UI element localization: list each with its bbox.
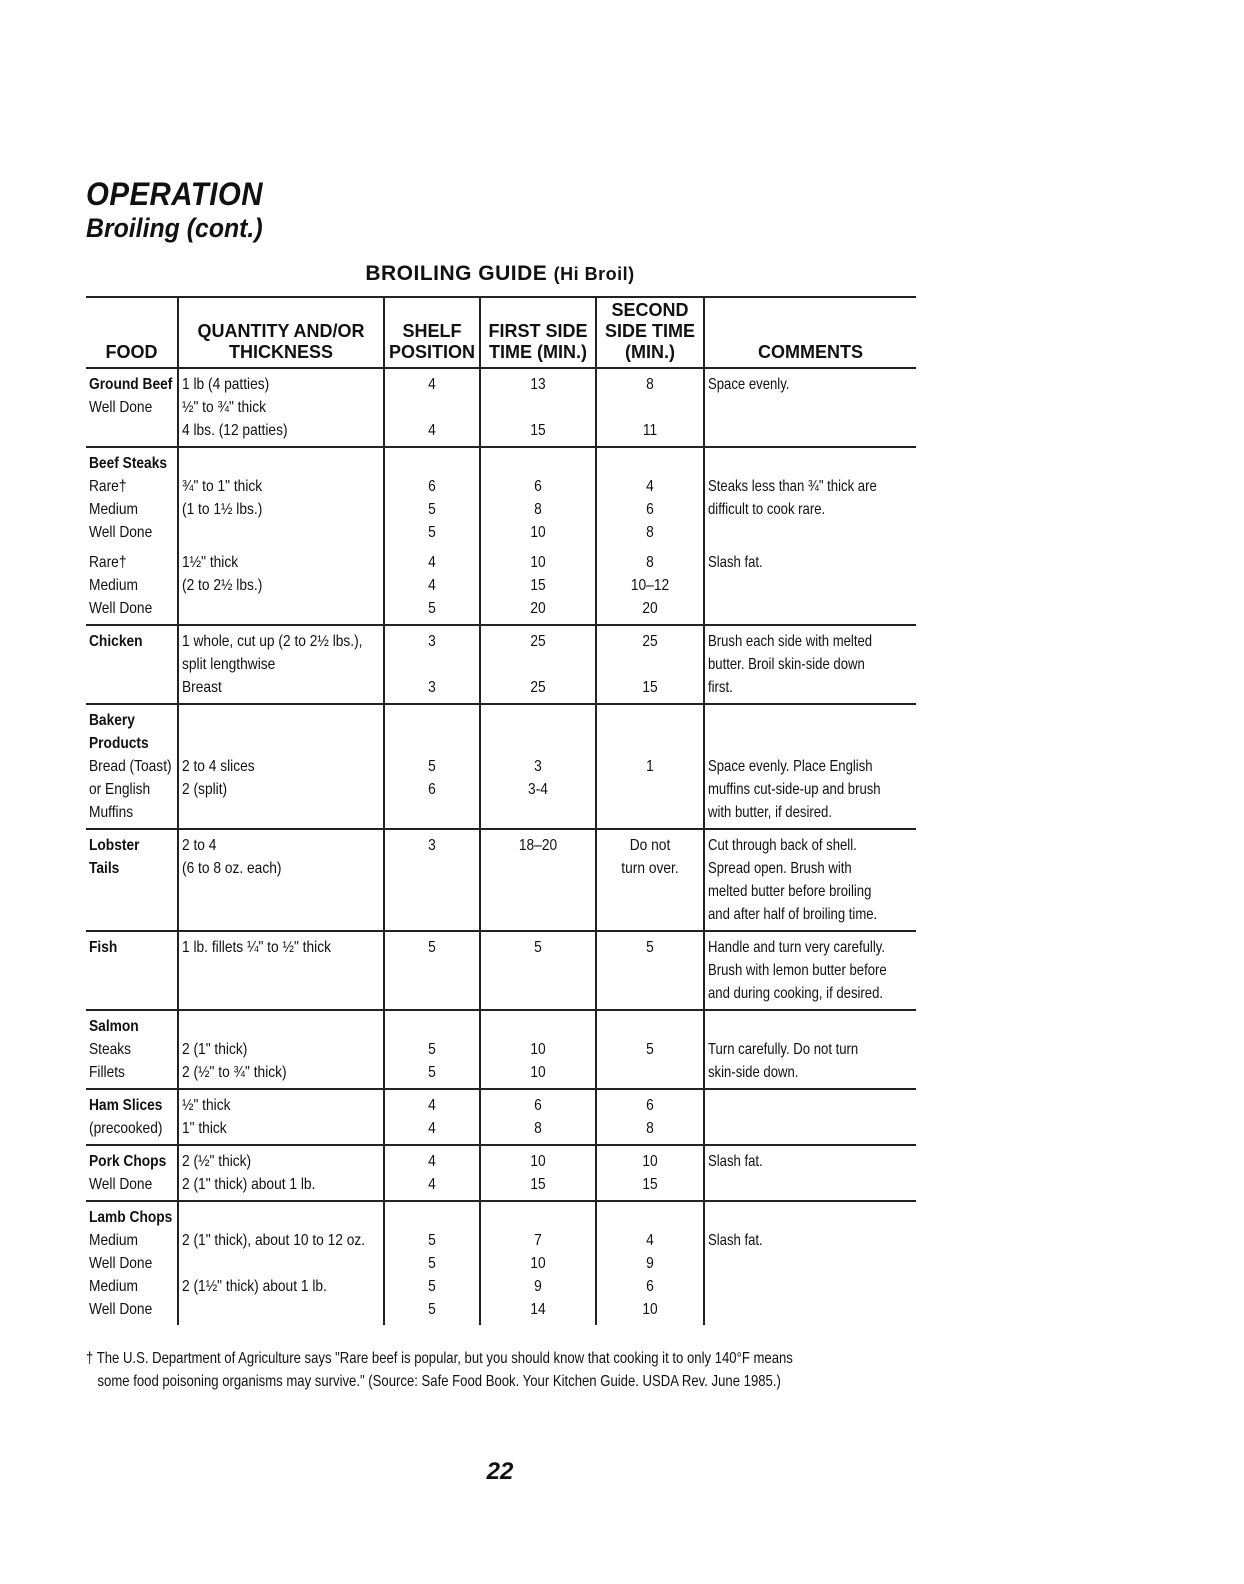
table-row [86,447,916,625]
cell-line: 18–20 [518,837,558,854]
first-side-cell [480,625,596,704]
food-cell [86,447,178,625]
page-number: 22 [486,1458,514,1485]
cell-line: Well Done [89,524,153,541]
cell-line: 5 [646,939,654,956]
column-header-food [86,297,178,368]
cell-line: 7 [534,1232,542,1249]
cell-line [394,452,470,475]
cell-line: 5 [646,1041,654,1058]
cell-line: 8 [534,501,542,518]
cell-line: Bakery [89,712,135,729]
cell-line [492,1015,585,1038]
comments-cell [704,447,916,625]
cell-line [492,452,585,475]
cell-line [182,709,352,732]
cell-line [182,544,380,551]
cell-line [492,709,585,732]
cell-line: 4 [646,478,654,495]
quantity-cell [178,625,384,704]
cell-line: 10 [642,1153,658,1170]
cell-line: 8 [646,1120,654,1137]
comments-cell [704,704,916,829]
shelf-cell [384,704,480,829]
cell-line [708,1206,876,1229]
cell-line: Medium [89,1278,138,1295]
comments-cell [704,1145,916,1201]
column-header-line: QUANTITY AND/OR [197,321,365,341]
footnote-line: † The U.S. Department of Agriculture says "Rare beef is popular, but you should know that cooking it to only 140°F means [86,1350,793,1367]
cell-line [394,1206,470,1229]
cell-line: 4 [428,577,436,594]
cell-line: 10 [642,1301,658,1318]
broiling-guide-table [86,296,916,1325]
cell-line: Brush each side with melted [708,633,873,650]
cell-line: 10 [530,524,546,541]
cell-line: 5 [428,1232,436,1249]
cell-line: Well Done [89,1301,153,1318]
second-side-cell [596,704,704,829]
column-header-line: SECOND [611,300,689,320]
column-header-line: SHELF [402,321,462,341]
table-row [86,829,916,931]
cell-line: Cut through back of shell. [708,837,857,854]
cell-line [492,396,585,419]
column-header-line: SIDE TIME [604,321,695,341]
cell-line: Breast [182,679,222,696]
footnote-line: some food poisoning organisms may survive." (Source: Safe Food Book. Your Kitchen Guide. USDA Rev. June 1985.) [97,1373,781,1390]
cell-line: ¾" to 1" thick [182,478,263,495]
shelf-cell [384,1010,480,1089]
quantity-cell [178,1201,384,1325]
column-header-line: TIME (MIN.) [489,342,587,362]
cell-line: 10 [530,1064,546,1081]
comments-cell [704,829,916,931]
cell-line: Fish [89,939,118,956]
cell-line: Ground Beef [89,376,173,393]
cell-line: Handle and turn very carefully. [708,939,885,956]
cell-line [607,653,693,676]
comments-cell [704,625,916,704]
cell-line: and during cooking, if desired. [708,985,884,1002]
quantity-cell [178,1145,384,1201]
cell-line [607,709,693,732]
cell-line: Tails [89,860,120,877]
food-cell [86,704,178,829]
cell-line: Medium [89,577,138,594]
cell-line: 15 [642,1176,658,1193]
cell-line [607,396,693,419]
cell-line [708,709,876,732]
cell-line [708,1015,876,1038]
cell-line [492,732,585,755]
shelf-cell [384,368,480,447]
cell-line [492,1206,585,1229]
cell-line: 2 (1" thick), about 10 to 12 oz. [182,1232,366,1249]
cell-line: 1 lb (4 patties) [182,376,270,393]
cell-line [182,732,352,755]
cell-line [708,544,913,551]
food-cell [86,931,178,1010]
food-cell [86,625,178,704]
cell-line: (2 to 2½ lbs.) [182,577,263,594]
cell-line: ½" to ¾" thick [182,399,266,416]
quantity-cell [178,1089,384,1145]
cell-line: 1 lb. fillets ¼" to ½" thick [182,939,331,956]
cell-line: split lengthwise [182,656,276,673]
food-cell [86,1010,178,1089]
cell-line: (precooked) [89,1120,163,1137]
cell-line: Bread (Toast) [89,758,172,775]
first-side-cell [480,829,596,931]
cell-line: and after half of broiling time. [708,906,878,923]
cell-line: 15 [530,577,546,594]
cell-line [182,1015,352,1038]
cell-line: Slash fat. [708,1153,763,1170]
cell-line: 5 [428,939,436,956]
guide-title [0,262,1000,286]
quantity-cell [178,368,384,447]
shelf-cell [384,447,480,625]
cell-line: Pork Chops [89,1153,167,1170]
cell-line: 4 [428,554,436,571]
cell-line: Slash fat. [708,554,763,571]
cell-line: 20 [530,600,546,617]
food-cell [86,1145,178,1201]
cell-line: 3 [534,758,542,775]
cell-line: Salmon [89,1018,139,1035]
column-header-line: THICKNESS [228,342,333,362]
cell-line: 20 [642,600,658,617]
cell-line: Brush with lemon butter before [708,962,887,979]
table-row [86,368,916,447]
second-side-cell [596,625,704,704]
cell-line: Do not [629,837,671,854]
table-row [86,1010,916,1089]
cell-line [607,1015,693,1038]
cell-line: Turn carefully. Do not turn [708,1041,859,1058]
cell-line: Well Done [89,1176,153,1193]
comments-cell [704,931,916,1010]
cell-line: 4 [428,1097,436,1114]
second-side-cell [596,829,704,931]
column-header-line: COMMENTS [758,342,863,362]
cell-line [388,544,476,551]
cell-line: Ham Slices [89,1097,163,1114]
column-header-line: (MIN.) [625,342,675,362]
cell-line: 3 [428,837,436,854]
cell-line: Beef Steaks [89,455,168,472]
cell-line: turn over. [621,860,679,877]
first-side-cell [480,447,596,625]
cell-line: 3 [428,633,436,650]
cell-line: 2 to 4 [182,837,217,854]
shelf-cell [384,1201,480,1325]
cell-line: 2 (½" to ¾" thick) [182,1064,287,1081]
cell-line [394,653,470,676]
cell-line: 11 [642,422,658,439]
cell-line: 15 [642,679,658,696]
cell-line: 1 whole, cut up (2 to 2½ lbs.), [182,633,363,650]
cell-line: 5 [428,1278,436,1295]
column-header-line: POSITION [388,342,475,362]
shelf-cell [384,625,480,704]
food-cell [86,1201,178,1325]
section-subtitle: Broiling (cont.) [86,213,263,243]
cell-line: 8 [534,1120,542,1137]
cell-line: muffins cut-side-up and brush [708,781,881,798]
cell-line: Rare† [89,554,127,571]
cell-line: Steaks less than ¾" thick are [708,478,877,495]
cell-line: 4 [428,422,436,439]
cell-line: 1" thick [182,1120,227,1137]
cell-line: Space evenly. [708,376,790,393]
cell-line [394,1015,470,1038]
cell-line [182,597,352,620]
comments-cell [704,1201,916,1325]
shelf-cell [384,931,480,1010]
cell-line [394,709,470,732]
column-header-line: FIRST SIDE [488,321,588,341]
column-header-line: FOOD [105,342,158,362]
table-row [86,1089,916,1145]
food-cell [86,1089,178,1145]
cell-line: 6 [428,478,436,495]
cell-line [708,732,876,755]
cell-line: Well Done [89,1255,153,1272]
cell-line: 1½" thick [182,554,239,571]
cell-line: first. [708,679,733,696]
cell-line: 2 (1½" thick) about 1 lb. [182,1278,327,1295]
cell-line: 4 lbs. (12 patties) [182,422,288,439]
food-cell [86,368,178,447]
cell-line: melted butter before broiling [708,883,872,900]
cell-line: 5 [428,1064,436,1081]
cell-line: difficult to cook rare. [708,501,826,518]
cell-line: Well Done [89,600,153,617]
cell-line: 10–12 [630,577,670,594]
table-row [86,1201,916,1325]
cell-line: Steaks [89,1041,132,1058]
cell-line: Space evenly. Place English [708,758,873,775]
footnote [86,1347,916,1393]
cell-line: 3-4 [528,781,548,798]
cell-line: 9 [646,1255,654,1272]
cell-line: 15 [530,422,546,439]
cell-line: 2 (1" thick) about 1 lb. [182,1176,316,1193]
cell-line: 4 [428,1120,436,1137]
cell-line [600,544,700,551]
cell-line [394,732,470,755]
column-header-quantity [178,297,384,368]
shelf-cell [384,829,480,931]
quantity-cell [178,1010,384,1089]
cell-line [182,1252,352,1275]
cell-line: Rare† [89,478,127,495]
comments-cell [704,1089,916,1145]
cell-line: 8 [646,524,654,541]
cell-line [394,396,470,419]
section-title: OPERATION [86,176,263,212]
cell-line: Chicken [89,633,143,650]
cell-line: Slash fat. [708,1232,763,1249]
cell-line: 10 [530,1255,546,1272]
second-side-cell [596,931,704,1010]
comments-cell [704,1010,916,1089]
cell-line: Fillets [89,1064,125,1081]
cell-line: 5 [428,1041,436,1058]
shelf-cell [384,1145,480,1201]
cell-line: Muffins [89,804,134,821]
cell-line [182,521,352,544]
cell-line: 14 [530,1301,546,1318]
first-side-cell [480,704,596,829]
quantity-cell [178,447,384,625]
cell-line [182,452,352,475]
second-side-cell [596,1201,704,1325]
cell-line: 25 [530,633,546,650]
cell-line: 6 [646,501,654,518]
first-side-cell [480,931,596,1010]
cell-line [607,452,693,475]
cell-line: Products [89,735,149,752]
cell-line: 5 [428,1255,436,1272]
cell-line: 15 [530,1176,546,1193]
first-side-cell [480,1145,596,1201]
table-body [86,368,916,1325]
cell-line: 25 [642,633,658,650]
quantity-cell [178,931,384,1010]
column-header-comments [704,297,916,368]
cell-line: 4 [428,1153,436,1170]
guide-title-suffix: (Hi Broil) [553,264,635,284]
cell-line: 5 [428,758,436,775]
cell-line: 1 [646,758,654,775]
section-header [86,176,278,244]
food-cell [86,829,178,931]
cell-line: 13 [530,376,546,393]
table-row [86,1145,916,1201]
table-row [86,625,916,704]
first-side-cell [480,1010,596,1089]
table-row [86,931,916,1010]
cell-line: 4 [646,1232,654,1249]
cell-line: 6 [646,1278,654,1295]
cell-line: 10 [530,1153,546,1170]
cell-line: ½" thick [182,1097,231,1114]
cell-line: (6 to 8 oz. each) [182,860,282,877]
cell-line: (1 to 1½ lbs.) [182,501,263,518]
cell-line [484,544,592,551]
cell-line: 10 [530,1041,546,1058]
table-header-row [86,297,916,368]
cell-line: 9 [534,1278,542,1295]
cell-line: 2 (split) [182,781,228,798]
cell-line: with butter, if desired. [708,804,832,821]
broiling-guide [86,296,916,1325]
cell-line: Medium [89,1232,138,1249]
guide-title-main: BROILING GUIDE [365,262,548,285]
second-side-cell [596,368,704,447]
cell-line: Lamb Chops [89,1209,173,1226]
cell-line: Well Done [89,399,153,416]
cell-line: 8 [646,554,654,571]
cell-line: butter. Broil skin-side down [708,656,865,673]
cell-line: 4 [428,1176,436,1193]
cell-line: Lobster [89,837,140,854]
cell-line [607,1206,693,1229]
cell-line: 6 [534,1097,542,1114]
cell-line: 5 [428,524,436,541]
cell-line: Medium [89,501,138,518]
cell-line [89,544,174,551]
quantity-cell [178,704,384,829]
cell-line: 10 [530,554,546,571]
column-header-first-side-time [480,297,596,368]
cell-line: 25 [530,679,546,696]
cell-line: 5 [428,600,436,617]
column-header-second-side-time [596,297,704,368]
shelf-cell [384,1089,480,1145]
cell-line [182,1206,352,1229]
cell-line: 6 [534,478,542,495]
first-side-cell [480,1089,596,1145]
cell-line [708,452,876,475]
cell-line: 6 [428,781,436,798]
table-row [86,704,916,829]
cell-line: Spread open. Brush with [708,860,852,877]
cell-line: 8 [646,376,654,393]
first-side-cell [480,1201,596,1325]
first-side-cell [480,368,596,447]
cell-line: skin-side down. [708,1064,799,1081]
cell-line: 4 [428,376,436,393]
column-header-shelf-position [384,297,480,368]
second-side-cell [596,447,704,625]
second-side-cell [596,1145,704,1201]
cell-line [607,732,693,755]
cell-line: 2 (1" thick) [182,1041,248,1058]
cell-line [492,653,585,676]
cell-line: 2 to 4 slices [182,758,255,775]
cell-line: 5 [428,501,436,518]
cell-line: 2 (½" thick) [182,1153,252,1170]
cell-line: 3 [428,679,436,696]
cell-line: 6 [646,1097,654,1114]
cell-line: 5 [428,1301,436,1318]
second-side-cell [596,1010,704,1089]
second-side-cell [596,1089,704,1145]
comments-cell [704,368,916,447]
cell-line: 5 [534,939,542,956]
cell-line [708,521,876,544]
quantity-cell [178,829,384,931]
cell-line: or English [89,781,151,798]
